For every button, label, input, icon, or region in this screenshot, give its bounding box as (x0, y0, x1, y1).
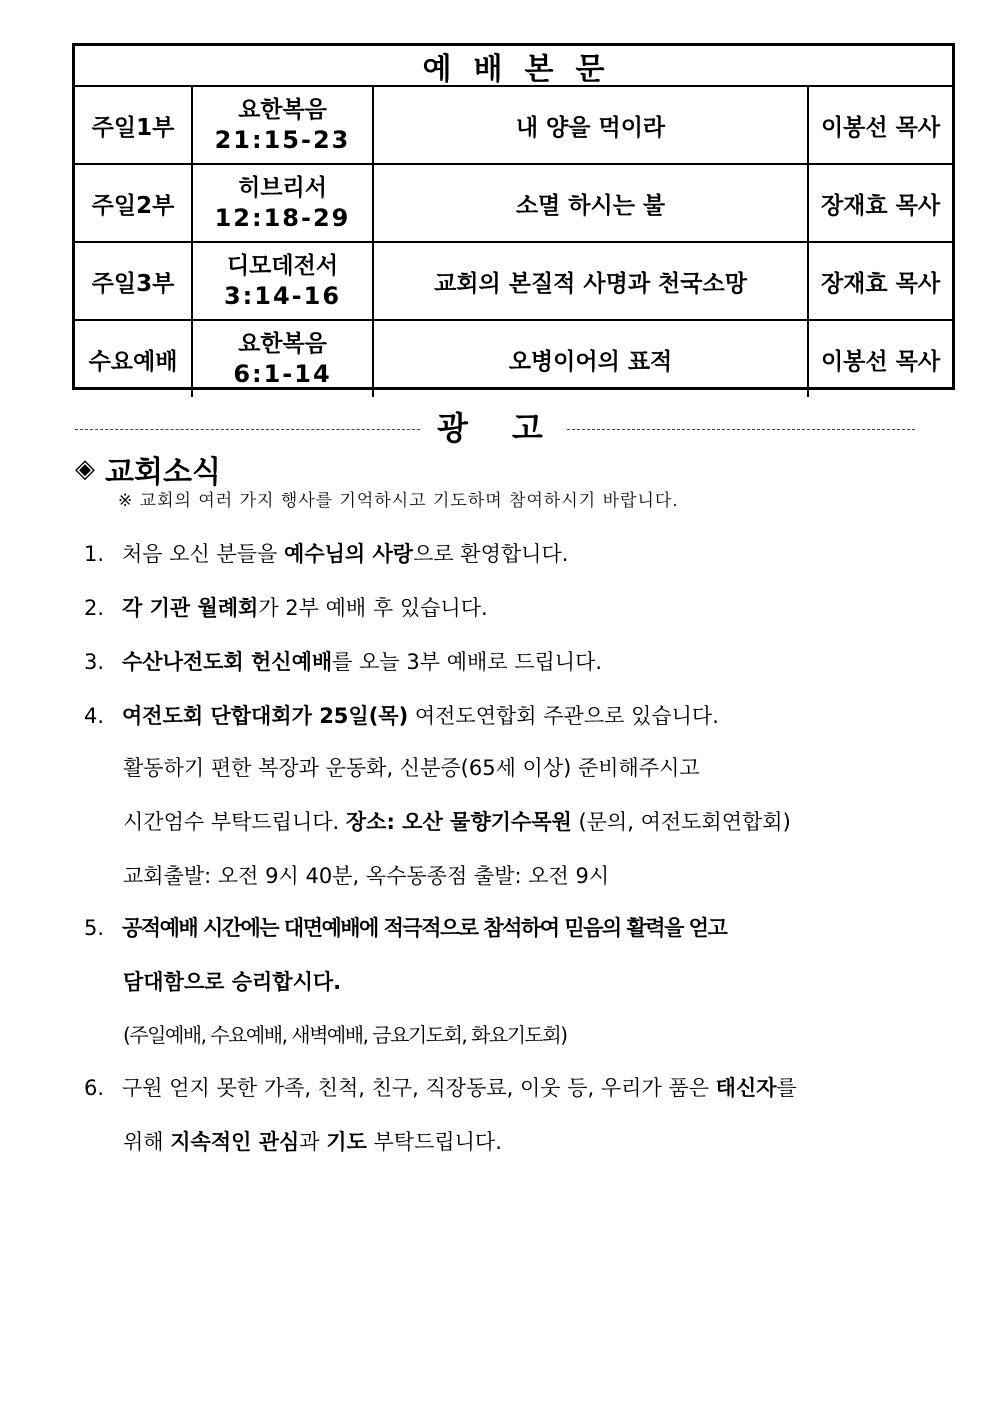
list-item (84, 912, 726, 942)
item-text: 를 (776, 1076, 797, 1100)
church-news-heading (75, 447, 221, 491)
item-continuation: 교회출발: 오전 9시 40분, 옥수동종점 출발: 오전 9시 (123, 864, 610, 888)
dashed-rule-right (567, 429, 915, 430)
list-item (84, 700, 719, 730)
sermon-title: 교회의 본질적 사명과 천국소망 (374, 243, 809, 319)
table-title: 예배본문 (75, 46, 952, 87)
sermon-title: 소멸 하시는 불 (374, 165, 809, 241)
sermon-title: 오병이어의 표적 (374, 321, 809, 397)
scripture-book: 디모데전서 (226, 253, 339, 279)
sermon-table (72, 43, 955, 390)
item-emphasis: 예수님의 사랑 (284, 542, 414, 566)
item-text: 여전도연합회 주관으로 있습니다. (408, 704, 719, 728)
preacher-name: 장재효 목사 (820, 270, 941, 297)
item-continuation: 담대함으로 승리합시다. (123, 970, 342, 994)
preacher-name: 이봉선 목사 (820, 348, 941, 375)
item-text: 가 2부 예배 후 있습니다. (258, 596, 488, 620)
item-number: 4. (84, 704, 105, 728)
item-text: 부탁드립니다. (366, 1130, 502, 1154)
item-number: 6. (84, 1076, 105, 1100)
list-item (84, 1072, 797, 1102)
table-row (75, 87, 952, 163)
item-number: 5. (84, 916, 105, 940)
scripture-book: 히브리서 (238, 175, 327, 201)
scripture-cell (193, 243, 374, 319)
preacher-name: 이봉선 목사 (820, 114, 941, 141)
item-continuation: 활동하기 편한 복장과 운동화, 신분증(65세 이상) 준비해주시고 (123, 756, 700, 780)
item-emphasis: 수산나전도회 헌신예배 (122, 650, 333, 674)
scripture-book: 요한복음 (238, 331, 327, 357)
list-item (84, 538, 568, 568)
item-text: 과 (299, 1130, 327, 1154)
item-continuation: (주일예배, 수요예배, 새벽예배, 금요기도회, 화요기도회) (123, 1023, 567, 1047)
item-text: 으로 환영합니다. (413, 542, 569, 566)
item-emphasis: 여전도회 단합대회가 25일(목) (122, 704, 409, 728)
intro-note: ※ 교회의 여러 가지 행사를 기억하시고 기도하며 참여하시기 바랍니다. (118, 491, 679, 511)
item-text: 위해 (123, 1130, 171, 1154)
item-emphasis: 각 기관 월례회 (122, 596, 259, 620)
item-emphasis: 지속적인 관심 (170, 1130, 300, 1154)
announcement-heading: 광고 (437, 409, 587, 447)
item-emphasis: 기도 (326, 1130, 367, 1154)
item-text: 구원 얻지 못한 가족, 친척, 친구, 직장동료, 이웃 등, 우리가 품은 (122, 1076, 716, 1100)
scripture-verse: 21:15-23 (214, 126, 351, 154)
scripture-verse: 6:1-14 (233, 360, 332, 388)
item-emphasis: 장소: 오산 물향기수목원 (345, 810, 572, 834)
preacher-name: 장재효 목사 (820, 192, 941, 219)
item-continuation (123, 1126, 502, 1156)
item-text: 시간엄수 부탁드립니다. (123, 810, 346, 834)
announcement-divider (75, 403, 915, 447)
service-name: 주일2부 (75, 165, 193, 241)
service-name: 수요예배 (75, 321, 193, 397)
item-text: (문의, 여전도회연합회) (571, 810, 791, 834)
item-continuation (123, 806, 791, 836)
section-title: 교회소식 (105, 455, 221, 490)
item-emphasis: 태신자 (715, 1076, 777, 1100)
list-item (84, 646, 602, 676)
service-name: 주일3부 (75, 243, 193, 319)
item-number: 2. (84, 596, 105, 620)
item-text: 를 오늘 3부 예배로 드립니다. (332, 650, 603, 674)
scripture-verse: 3:14-16 (223, 282, 342, 310)
diamond-icon: ◈ (75, 454, 95, 484)
scripture-cell (193, 87, 374, 163)
table-row (75, 163, 952, 241)
item-emphasis: 공적예배 시간에는 대면예배에 적극적으로 참석하여 믿음의 활력을 얻고 (122, 916, 727, 940)
dashed-rule-left (75, 429, 420, 430)
list-item (84, 592, 488, 622)
scripture-verse: 12:18-29 (214, 204, 351, 232)
item-number: 1. (84, 542, 105, 566)
table-row (75, 241, 952, 319)
service-name: 주일1부 (75, 87, 193, 163)
table-row (75, 319, 952, 397)
scripture-cell (193, 165, 374, 241)
scripture-book: 요한복음 (238, 97, 327, 123)
item-text: 처음 오신 분들을 (122, 542, 285, 566)
item-number: 3. (84, 650, 105, 674)
scripture-cell (193, 321, 374, 397)
sermon-title: 내 양을 먹이라 (374, 87, 809, 163)
